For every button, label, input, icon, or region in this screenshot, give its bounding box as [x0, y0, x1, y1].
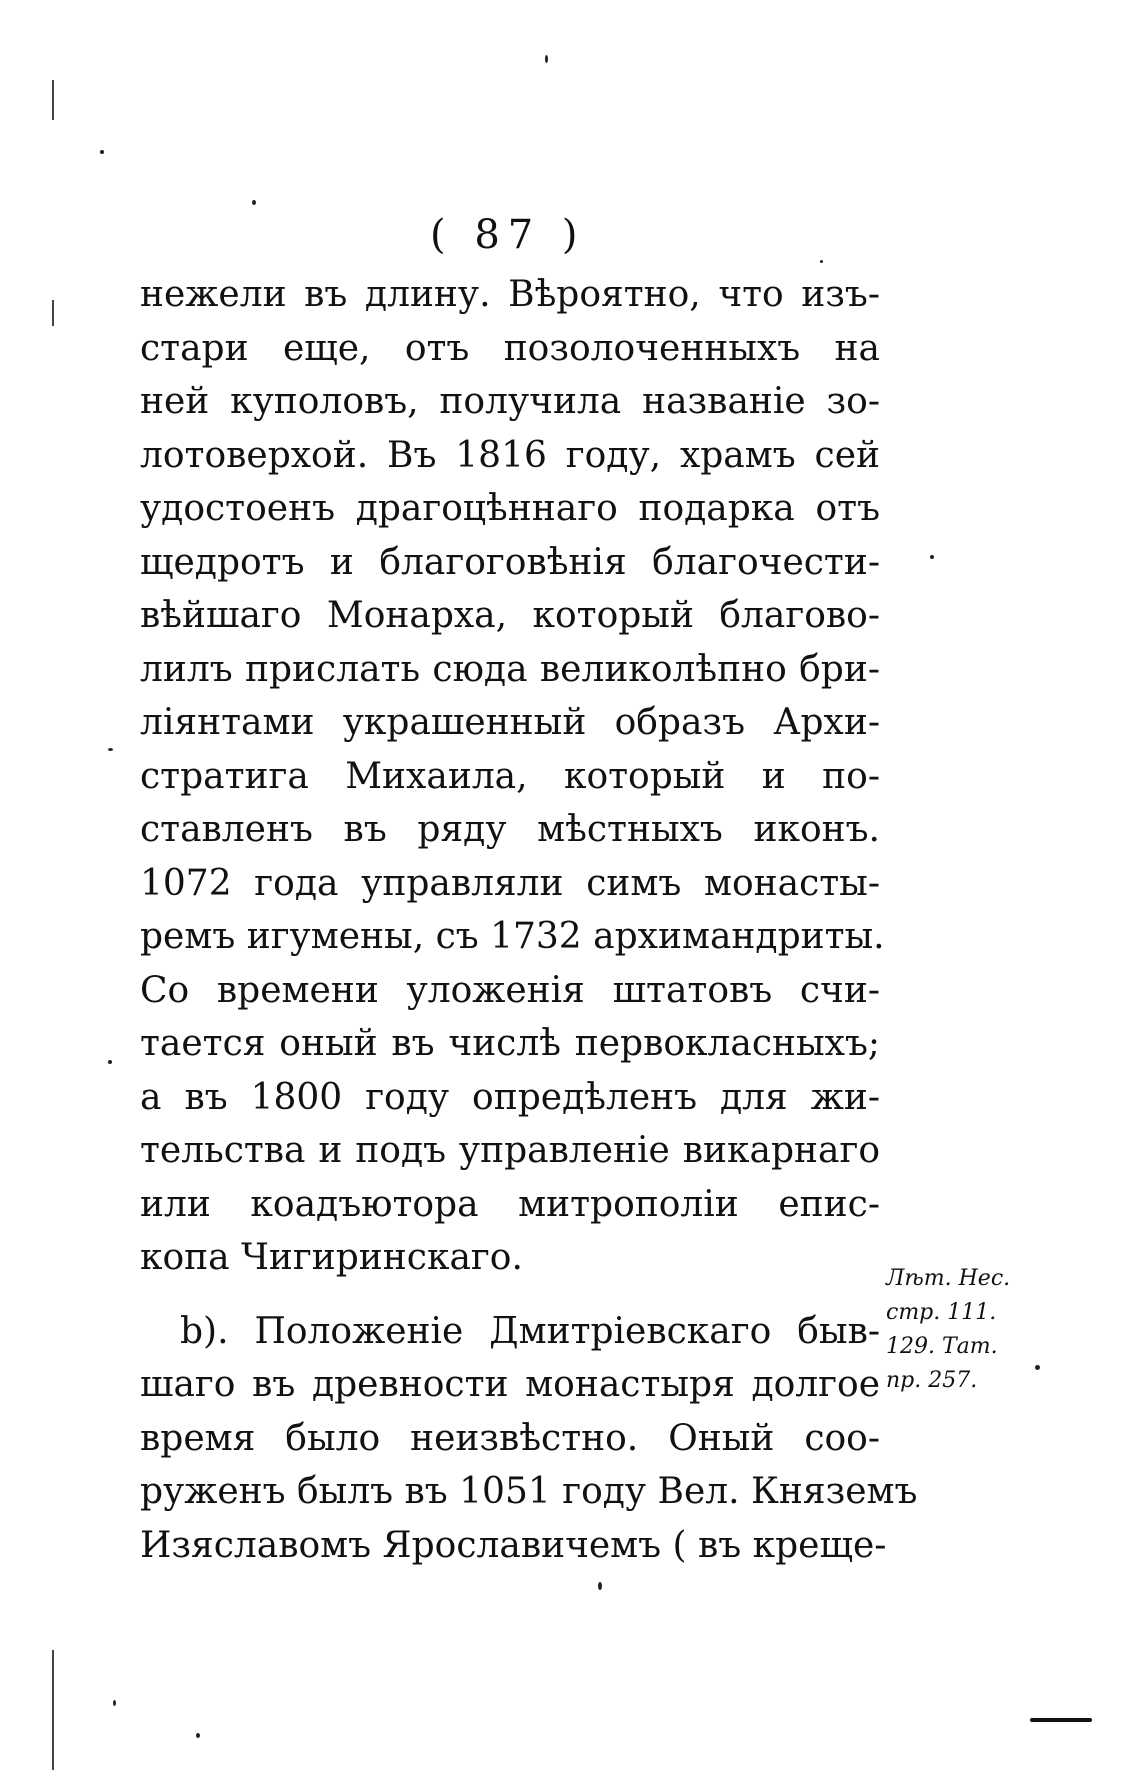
print-speck — [100, 150, 104, 154]
text-line: удостоенъ драгоцѣннаго подарка отъ — [140, 488, 880, 529]
print-speck — [545, 55, 548, 63]
print-speck — [1035, 1365, 1040, 1370]
print-speck — [108, 1060, 112, 1064]
text-line: 1072 года управляли симъ монасты- — [140, 862, 880, 904]
text-line: или коадъютора митрополіи епис- — [140, 1183, 880, 1225]
margin-note-line: стр. 111. — [886, 1300, 997, 1325]
text-line: Изяславомъ Ярославичемъ ( въ креще- — [140, 1524, 887, 1566]
text-line: время было неизвѣстно. Оный соо- — [140, 1417, 880, 1459]
print-speck — [598, 1582, 602, 1590]
margin-note-line: пр. 257. — [886, 1368, 978, 1393]
body-text — [140, 268, 918, 1572]
text-line: руженъ былъ въ 1051 году Вел. Княземъ — [140, 1471, 918, 1512]
page-edge-mark — [52, 80, 54, 120]
text-line: тельства и подъ управленіе викарнаго — [140, 1130, 880, 1171]
print-speck — [252, 200, 256, 205]
text-line: а въ 1800 году опредѣленъ для жи- — [140, 1076, 880, 1118]
text-line: ремъ игумены, съ 1732 архимандриты. — [140, 916, 885, 957]
page-number: ( 87 ) — [430, 212, 586, 258]
text-line: тается оный въ числѣ первокласныхъ; — [140, 1023, 880, 1064]
print-speck — [113, 1700, 116, 1706]
print-speck — [930, 555, 934, 559]
text-line: копа Чигиринскаго. — [140, 1237, 523, 1278]
text-line: вѣйшаго Монарха, который благово- — [140, 595, 880, 636]
paragraph-gap — [140, 1285, 880, 1305]
text-line: Со времени уложенія штатовъ счи- — [140, 969, 880, 1011]
text-line: лилъ прислать сюда великолѣпно бри- — [140, 648, 880, 690]
text-line: стратига Михаила, который и по- — [140, 755, 880, 797]
margin-note — [886, 1262, 1026, 1398]
text-line: ней куполовъ, получила названіе зо- — [140, 381, 880, 422]
print-speck — [108, 748, 113, 751]
text-line: шаго въ древности монастыря долгое — [140, 1364, 880, 1405]
text-line: стари еще, отъ позолоченныхъ на — [140, 327, 880, 369]
text-line: нежели въ длину. Вѣроятно, что изъ- — [140, 274, 880, 315]
print-dash — [1030, 1718, 1092, 1722]
text-line: лотоверхой. Въ 1816 году, храмъ сей — [140, 434, 880, 476]
margin-note-line: Лѣт. Нес. — [886, 1266, 1011, 1291]
margin-note-line: 129. Тат. — [886, 1334, 998, 1359]
page-edge-mark — [52, 300, 54, 326]
text-line: ставленъ въ ряду мѣстныхъ иконъ. — [140, 809, 880, 850]
print-speck — [820, 260, 823, 263]
text-line: щедротъ и благоговѣнія благочести- — [140, 541, 880, 583]
print-speck — [196, 1733, 200, 1738]
text-line: ліянтами украшенный образъ Архи- — [140, 702, 880, 743]
page-edge-mark — [52, 1650, 54, 1770]
text-line: b). Положеніе Дмитріевскаго быв- — [180, 1310, 880, 1352]
